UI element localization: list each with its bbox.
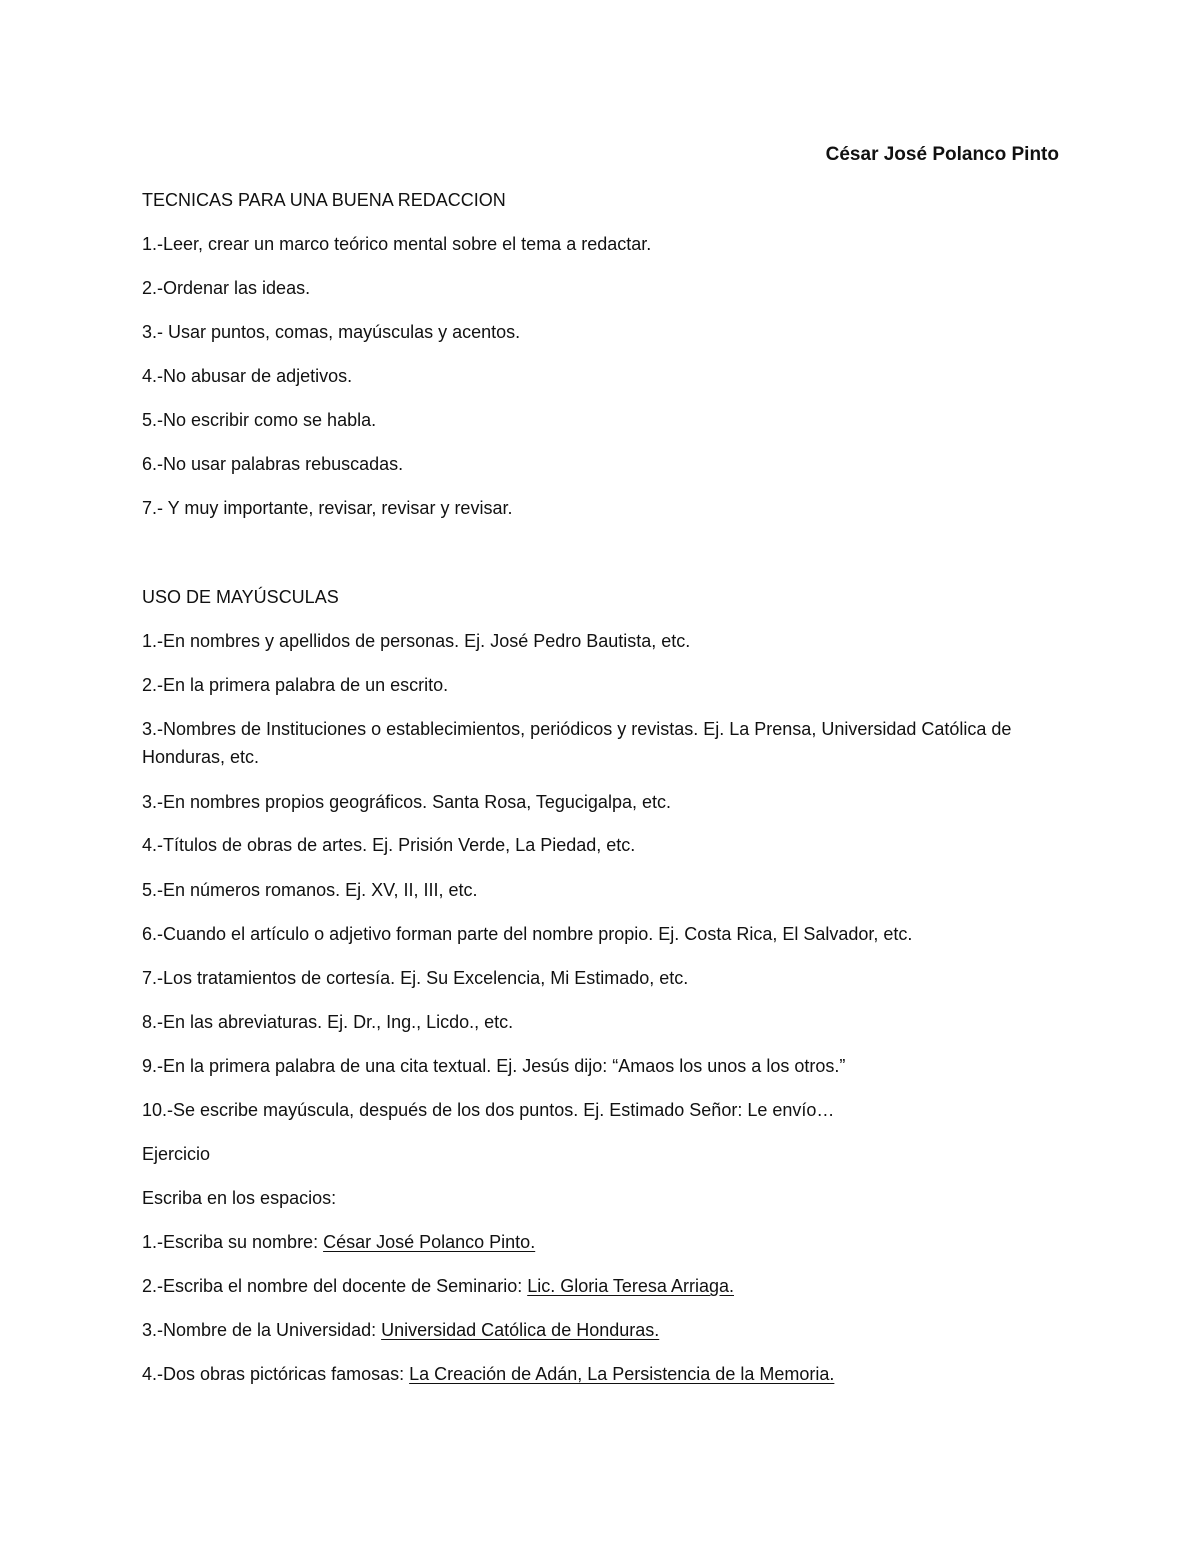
- list-item: 6.-No usar palabras rebuscadas.: [142, 454, 404, 474]
- exercise-instruction: Escriba en los espacios:: [142, 1188, 337, 1208]
- exercise-prompt: 4.-Dos obras pictóricas famosas:: [142, 1364, 410, 1384]
- list-item: 4.-No abusar de adjetivos.: [142, 366, 353, 386]
- exercise-answer: Universidad Católica de Honduras.: [381, 1320, 660, 1340]
- exercise-prompt: 2.-Escriba el nombre del docente de Seminario:: [142, 1276, 528, 1296]
- exercise-answer: César José Polanco Pinto.: [323, 1232, 536, 1252]
- list-item: 3.- Usar puntos, comas, mayúsculas y acentos.: [142, 322, 521, 342]
- list-item: 7.-Los tratamientos de cortesía. Ej. Su Excelencia, Mi Estimado, etc.: [142, 968, 689, 988]
- list-item: 3.-En nombres propios geográficos. Santa Rosa, Tegucigalpa, etc.: [142, 792, 671, 812]
- list-item: 7.- Y muy importante, revisar, revisar y revisar.: [142, 498, 513, 518]
- list-item: 9.-En la primera palabra de una cita textual. Ej. Jesús dijo: “Amaos los unos a los otros.”: [142, 1056, 846, 1076]
- section-title-techniques: TECNICAS PARA UNA BUENA REDACCION: [142, 190, 506, 210]
- exercise-item: [142, 1230, 535, 1254]
- exercise-prompt: 1.-Escriba su nombre:: [142, 1232, 324, 1252]
- exercise-answer: La Creación de Adán, La Persistencia de la Memoria.: [409, 1364, 835, 1384]
- list-item: 3.-Nombres de Instituciones o establecimientos, periódicos y revistas. Ej. La Prensa, Universidad Católica de Honduras, etc.: [142, 719, 1012, 767]
- list-item: 2.-En la primera palabra de un escrito.: [142, 675, 449, 695]
- list-item: 1.-Leer, crear un marco teórico mental sobre el tema a redactar.: [142, 234, 652, 254]
- exercise-title: Ejercicio: [142, 1144, 211, 1164]
- list-item: 10.-Se escribe mayúscula, después de los dos puntos. Ej. Estimado Señor: Le envío…: [142, 1100, 835, 1120]
- list-item: 1.-En nombres y apellidos de personas. Ej. José Pedro Bautista, etc.: [142, 631, 691, 651]
- exercise-item: [142, 1362, 834, 1386]
- exercise-item: [142, 1318, 659, 1342]
- exercise-item: [142, 1274, 734, 1298]
- list-item: 4.-Títulos de obras de artes. Ej. Prisión Verde, La Piedad, etc.: [142, 835, 636, 855]
- list-item: 6.-Cuando el artículo o adjetivo forman parte del nombre propio. Ej. Costa Rica, El Salvador, etc.: [142, 924, 913, 944]
- list-item: 5.-No escribir como se habla.: [142, 410, 377, 430]
- exercise-prompt: 3.-Nombre de la Universidad:: [142, 1320, 382, 1340]
- author-name: César José Polanco Pinto: [825, 144, 1059, 165]
- list-item: 5.-En números romanos. Ej. XV, II, III, etc.: [142, 880, 478, 900]
- section-title-capitals: USO DE MAYÚSCULAS: [142, 587, 339, 607]
- exercise-answer: Lic. Gloria Teresa Arriaga.: [527, 1276, 734, 1296]
- list-item: 8.-En las abreviaturas. Ej. Dr., Ing., Licdo., etc.: [142, 1012, 514, 1032]
- list-item: 2.-Ordenar las ideas.: [142, 278, 311, 298]
